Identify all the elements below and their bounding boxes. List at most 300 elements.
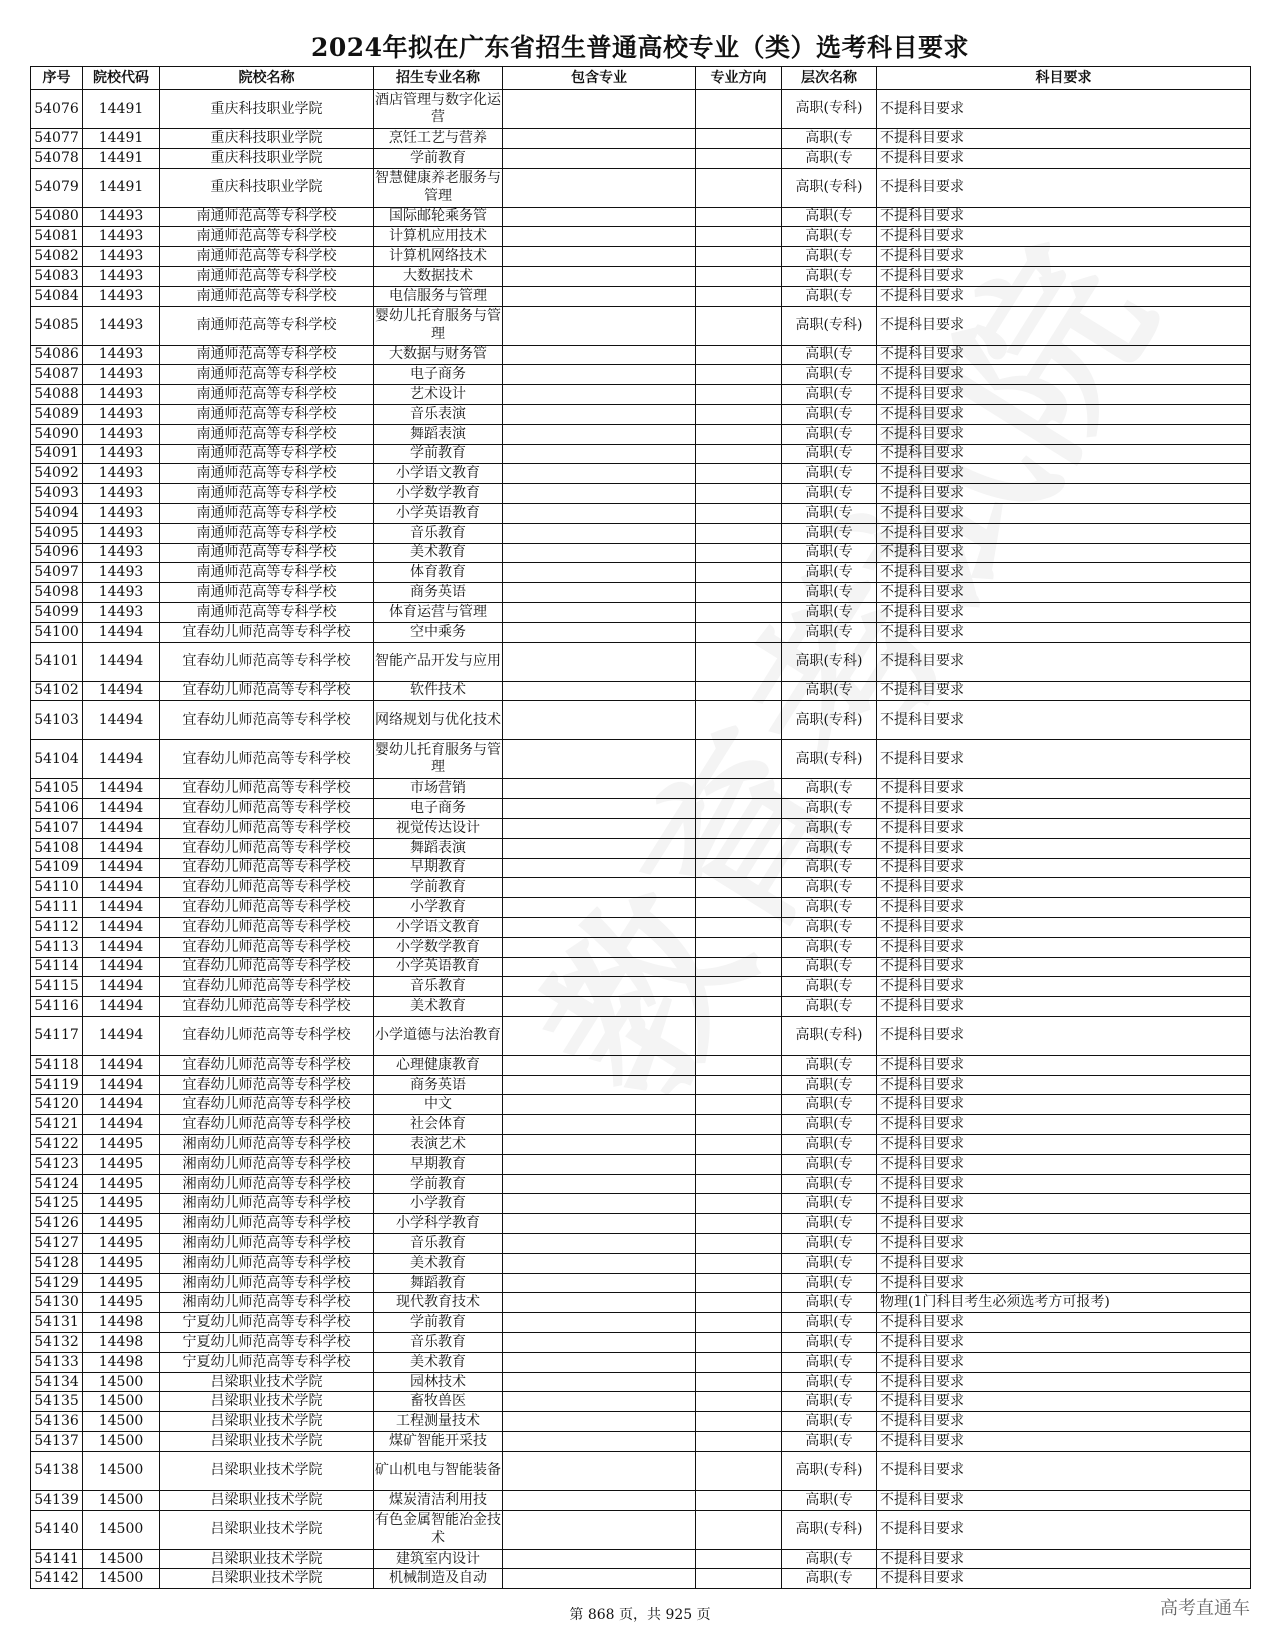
cell-included-majors xyxy=(503,997,696,1017)
cell-major-direction xyxy=(696,484,782,504)
cell-included-majors xyxy=(503,1313,696,1333)
cell-subject-requirement: 不提科目要求 xyxy=(877,1234,1251,1254)
table-row xyxy=(31,1016,1251,1055)
cell-included-majors xyxy=(503,563,696,583)
cell-major-direction xyxy=(696,345,782,365)
cell-seq: 54103 xyxy=(31,701,83,740)
cell-school-code: 14491 xyxy=(83,148,160,168)
cell-subject-requirement: 不提科目要求 xyxy=(877,543,1251,563)
cell-level: 高职(专 xyxy=(782,1432,877,1452)
cell-major-name: 音乐教育 xyxy=(374,523,503,543)
cell-seq: 54107 xyxy=(31,818,83,838)
cell-level: 高职(专 xyxy=(782,1095,877,1115)
cell-major-name: 婴幼儿托育服务与管理 xyxy=(374,740,503,779)
cell-school-code: 14493 xyxy=(83,583,160,603)
cell-school-name: 吕梁职业技术学院 xyxy=(160,1490,374,1510)
cell-subject-requirement: 不提科目要求 xyxy=(877,247,1251,267)
cell-major-direction xyxy=(696,1372,782,1392)
table-row xyxy=(31,838,1251,858)
cell-seq: 54105 xyxy=(31,779,83,799)
cell-subject-requirement: 不提科目要求 xyxy=(877,90,1251,129)
cell-included-majors xyxy=(503,543,696,563)
cell-major-direction xyxy=(696,148,782,168)
cell-major-direction xyxy=(696,1055,782,1075)
cell-major-name: 学前教育 xyxy=(374,444,503,464)
cell-seq: 54120 xyxy=(31,1095,83,1115)
cell-included-majors xyxy=(503,1095,696,1115)
table-row xyxy=(31,701,1251,740)
cell-level: 高职(专 xyxy=(782,779,877,799)
cell-school-name: 南通师范高等专科学校 xyxy=(160,266,374,286)
table-row xyxy=(31,917,1251,937)
cell-level: 高职(专 xyxy=(782,563,877,583)
cell-included-majors xyxy=(503,168,696,207)
page-title: 2024年拟在广东省招生普通高校专业（类）选考科目要求 xyxy=(310,33,970,62)
cell-major-direction xyxy=(696,1569,782,1589)
cell-level: 高职(专 xyxy=(782,1490,877,1510)
cell-school-code: 14493 xyxy=(83,444,160,464)
cell-seq: 54091 xyxy=(31,444,83,464)
cell-level: 高职(专科) xyxy=(782,642,877,681)
table-row xyxy=(31,1095,1251,1115)
cell-major-direction xyxy=(696,1115,782,1135)
cell-seq: 54130 xyxy=(31,1293,83,1313)
cell-level: 高职(专 xyxy=(782,1352,877,1372)
table-row xyxy=(31,1372,1251,1392)
cell-school-name: 南通师范高等专科学校 xyxy=(160,365,374,385)
cell-major-direction xyxy=(696,1095,782,1115)
cell-school-name: 宜春幼儿师范高等专科学校 xyxy=(160,779,374,799)
cell-included-majors xyxy=(503,1016,696,1055)
cell-level: 高职(专 xyxy=(782,1135,877,1155)
cell-school-code: 14493 xyxy=(83,306,160,345)
cell-level: 高职(专 xyxy=(782,503,877,523)
cell-included-majors xyxy=(503,1432,696,1452)
cell-level: 高职(专 xyxy=(782,1055,877,1075)
cell-included-majors xyxy=(503,1135,696,1155)
cell-subject-requirement: 不提科目要求 xyxy=(877,1352,1251,1372)
cell-seq: 54118 xyxy=(31,1055,83,1075)
cell-included-majors xyxy=(503,1490,696,1510)
table-row xyxy=(31,247,1251,267)
cell-seq: 54126 xyxy=(31,1214,83,1234)
cell-seq: 54109 xyxy=(31,858,83,878)
cell-major-direction xyxy=(696,1214,782,1234)
cell-included-majors xyxy=(503,1569,696,1589)
cell-school-code: 14493 xyxy=(83,424,160,444)
table-row xyxy=(31,129,1251,149)
cell-school-code: 14494 xyxy=(83,740,160,779)
cell-seq: 54089 xyxy=(31,404,83,424)
cell-subject-requirement: 不提科目要求 xyxy=(877,642,1251,681)
cell-subject-requirement: 不提科目要求 xyxy=(877,404,1251,424)
cell-subject-requirement: 不提科目要求 xyxy=(877,563,1251,583)
cell-subject-requirement: 不提科目要求 xyxy=(877,1055,1251,1075)
cell-major-name: 小学英语教育 xyxy=(374,957,503,977)
cell-school-name: 南通师范高等专科学校 xyxy=(160,543,374,563)
cell-school-name: 宜春幼儿师范高等专科学校 xyxy=(160,957,374,977)
cell-school-name: 宜春幼儿师范高等专科学校 xyxy=(160,977,374,997)
cell-major-direction xyxy=(696,602,782,622)
cell-school-code: 14500 xyxy=(83,1569,160,1589)
header-school-name: 院校名称 xyxy=(160,67,374,90)
table-row xyxy=(31,858,1251,878)
cell-included-majors xyxy=(503,1510,696,1549)
table-row xyxy=(31,622,1251,642)
cell-seq: 54135 xyxy=(31,1392,83,1412)
header-included-majors: 包含专业 xyxy=(503,67,696,90)
cell-level: 高职(专 xyxy=(782,1313,877,1333)
cell-level: 高职(专科) xyxy=(782,701,877,740)
cell-major-direction xyxy=(696,622,782,642)
cell-subject-requirement: 不提科目要求 xyxy=(877,1569,1251,1589)
cell-seq: 54077 xyxy=(31,129,83,149)
cell-school-name: 吕梁职业技术学院 xyxy=(160,1412,374,1432)
cell-included-majors xyxy=(503,266,696,286)
cell-major-name: 音乐教育 xyxy=(374,977,503,997)
cell-included-majors xyxy=(503,503,696,523)
cell-major-direction xyxy=(696,90,782,129)
cell-subject-requirement: 不提科目要求 xyxy=(877,799,1251,819)
table-row xyxy=(31,1214,1251,1234)
cell-major-direction xyxy=(696,266,782,286)
cell-level: 高职(专 xyxy=(782,977,877,997)
cell-major-direction xyxy=(696,207,782,227)
cell-school-name: 南通师范高等专科学校 xyxy=(160,207,374,227)
cell-seq: 54100 xyxy=(31,622,83,642)
cell-level: 高职(专 xyxy=(782,266,877,286)
cell-major-direction xyxy=(696,247,782,267)
cell-seq: 54092 xyxy=(31,464,83,484)
cell-subject-requirement: 不提科目要求 xyxy=(877,1194,1251,1214)
cell-included-majors xyxy=(503,1154,696,1174)
cell-school-code: 14493 xyxy=(83,543,160,563)
cell-subject-requirement: 不提科目要求 xyxy=(877,1432,1251,1452)
cell-seq: 54116 xyxy=(31,997,83,1017)
cell-subject-requirement: 不提科目要求 xyxy=(877,227,1251,247)
cell-seq: 54079 xyxy=(31,168,83,207)
cell-school-name: 南通师范高等专科学校 xyxy=(160,345,374,365)
cell-level: 高职(专 xyxy=(782,385,877,405)
cell-subject-requirement: 不提科目要求 xyxy=(877,1174,1251,1194)
cell-seq: 54097 xyxy=(31,563,83,583)
table-row xyxy=(31,818,1251,838)
cell-school-name: 南通师范高等专科学校 xyxy=(160,227,374,247)
cell-major-name: 现代教育技术 xyxy=(374,1293,503,1313)
cell-school-name: 宜春幼儿师范高等专科学校 xyxy=(160,681,374,701)
cell-seq: 54132 xyxy=(31,1333,83,1353)
cell-school-name: 吕梁职业技术学院 xyxy=(160,1392,374,1412)
cell-school-code: 14500 xyxy=(83,1490,160,1510)
cell-major-direction xyxy=(696,957,782,977)
cell-school-code: 14493 xyxy=(83,345,160,365)
table-row xyxy=(31,503,1251,523)
cell-subject-requirement: 不提科目要求 xyxy=(877,1214,1251,1234)
cell-major-direction xyxy=(696,1549,782,1569)
table-row xyxy=(31,1451,1251,1490)
cell-school-name: 南通师范高等专科学校 xyxy=(160,247,374,267)
cell-included-majors xyxy=(503,1214,696,1234)
cell-seq: 54086 xyxy=(31,345,83,365)
cell-major-direction xyxy=(696,563,782,583)
cell-level: 高职(专 xyxy=(782,1333,877,1353)
cell-school-name: 湘南幼儿师范高等专科学校 xyxy=(160,1253,374,1273)
cell-included-majors xyxy=(503,484,696,504)
cell-seq: 54139 xyxy=(31,1490,83,1510)
cell-subject-requirement: 不提科目要求 xyxy=(877,523,1251,543)
cell-major-name: 畜牧兽医 xyxy=(374,1392,503,1412)
cell-included-majors xyxy=(503,247,696,267)
cell-level: 高职(专 xyxy=(782,997,877,1017)
cell-seq: 54106 xyxy=(31,799,83,819)
cell-school-name: 宜春幼儿师范高等专科学校 xyxy=(160,799,374,819)
cell-level: 高职(专 xyxy=(782,543,877,563)
cell-included-majors xyxy=(503,602,696,622)
cell-major-name: 小学教育 xyxy=(374,898,503,918)
cell-level: 高职(专科) xyxy=(782,306,877,345)
cell-major-name: 小学数学教育 xyxy=(374,484,503,504)
table-row xyxy=(31,1253,1251,1273)
cell-subject-requirement: 不提科目要求 xyxy=(877,1135,1251,1155)
cell-included-majors xyxy=(503,1115,696,1135)
cell-major-direction xyxy=(696,1253,782,1273)
cell-seq: 54114 xyxy=(31,957,83,977)
cell-major-direction xyxy=(696,404,782,424)
cell-school-name: 南通师范高等专科学校 xyxy=(160,484,374,504)
cell-school-name: 宜春幼儿师范高等专科学校 xyxy=(160,1055,374,1075)
table-row xyxy=(31,385,1251,405)
cell-included-majors xyxy=(503,1412,696,1432)
cell-subject-requirement: 不提科目要求 xyxy=(877,503,1251,523)
cell-seq: 54087 xyxy=(31,365,83,385)
cell-major-name: 电信服务与管理 xyxy=(374,286,503,306)
cell-level: 高职(专 xyxy=(782,1154,877,1174)
cell-included-majors xyxy=(503,148,696,168)
cell-included-majors xyxy=(503,818,696,838)
cell-major-name: 舞蹈表演 xyxy=(374,838,503,858)
cell-school-name: 湘南幼儿师范高等专科学校 xyxy=(160,1273,374,1293)
cell-major-name: 艺术设计 xyxy=(374,385,503,405)
cell-school-name: 重庆科技职业学院 xyxy=(160,129,374,149)
cell-level: 高职(专 xyxy=(782,286,877,306)
cell-seq: 54124 xyxy=(31,1174,83,1194)
cell-subject-requirement: 不提科目要求 xyxy=(877,1549,1251,1569)
brand-watermark: 高考直通车 xyxy=(1160,1598,1250,1619)
cell-subject-requirement: 不提科目要求 xyxy=(877,207,1251,227)
cell-level: 高职(专 xyxy=(782,247,877,267)
cell-major-name: 舞蹈表演 xyxy=(374,424,503,444)
cell-major-direction xyxy=(696,1490,782,1510)
cell-level: 高职(专 xyxy=(782,1253,877,1273)
cell-level: 高职(专 xyxy=(782,799,877,819)
cell-school-name: 吕梁职业技术学院 xyxy=(160,1510,374,1549)
cell-major-name: 学前教育 xyxy=(374,148,503,168)
cell-school-code: 14493 xyxy=(83,404,160,424)
cell-major-name: 音乐教育 xyxy=(374,1333,503,1353)
cell-seq: 54137 xyxy=(31,1432,83,1452)
cell-major-direction xyxy=(696,1352,782,1372)
cell-included-majors xyxy=(503,583,696,603)
cell-included-majors xyxy=(503,1174,696,1194)
cell-subject-requirement: 不提科目要求 xyxy=(877,1333,1251,1353)
cell-seq: 54117 xyxy=(31,1016,83,1055)
header-major-name: 招生专业名称 xyxy=(374,67,503,90)
table-row xyxy=(31,1490,1251,1510)
cell-level: 高职(专 xyxy=(782,1234,877,1254)
cell-seq: 54121 xyxy=(31,1115,83,1135)
cell-level: 高职(专 xyxy=(782,424,877,444)
cell-school-name: 宁夏幼儿师范高等专科学校 xyxy=(160,1333,374,1353)
cell-subject-requirement: 不提科目要求 xyxy=(877,1313,1251,1333)
cell-major-direction xyxy=(696,681,782,701)
cell-major-direction xyxy=(696,818,782,838)
cell-major-name: 小学道德与法治教育 xyxy=(374,1016,503,1055)
cell-school-name: 湘南幼儿师范高等专科学校 xyxy=(160,1154,374,1174)
cell-seq: 54078 xyxy=(31,148,83,168)
cell-major-name: 学前教育 xyxy=(374,878,503,898)
cell-major-name: 煤炭清洁利用技 xyxy=(374,1490,503,1510)
cell-major-direction xyxy=(696,168,782,207)
cell-included-majors xyxy=(503,1055,696,1075)
cell-seq: 54099 xyxy=(31,602,83,622)
cell-school-name: 湘南幼儿师范高等专科学校 xyxy=(160,1293,374,1313)
cell-school-name: 南通师范高等专科学校 xyxy=(160,503,374,523)
cell-school-code: 14493 xyxy=(83,227,160,247)
cell-school-name: 宜春幼儿师范高等专科学校 xyxy=(160,1115,374,1135)
cell-school-code: 14494 xyxy=(83,1115,160,1135)
cell-major-direction xyxy=(696,1234,782,1254)
cell-level: 高职(专 xyxy=(782,345,877,365)
cell-school-name: 湘南幼儿师范高等专科学校 xyxy=(160,1135,374,1155)
table-row xyxy=(31,424,1251,444)
cell-school-code: 14500 xyxy=(83,1451,160,1490)
cell-subject-requirement: 不提科目要求 xyxy=(877,1115,1251,1135)
cell-major-name: 舞蹈教育 xyxy=(374,1273,503,1293)
cell-subject-requirement: 不提科目要求 xyxy=(877,977,1251,997)
cell-included-majors xyxy=(503,1392,696,1412)
cell-major-direction xyxy=(696,503,782,523)
table-row xyxy=(31,286,1251,306)
cell-included-majors xyxy=(503,385,696,405)
cell-major-name: 有色金属智能冶金技术 xyxy=(374,1510,503,1549)
cell-major-direction xyxy=(696,898,782,918)
cell-major-direction xyxy=(696,1333,782,1353)
table-row xyxy=(31,365,1251,385)
page-footer: 第 868 页，共 925 页 xyxy=(569,1607,711,1623)
cell-level: 高职(专 xyxy=(782,917,877,937)
cell-seq: 54131 xyxy=(31,1313,83,1333)
cell-subject-requirement: 不提科目要求 xyxy=(877,286,1251,306)
cell-subject-requirement: 不提科目要求 xyxy=(877,1490,1251,1510)
cell-major-name: 计算机应用技术 xyxy=(374,227,503,247)
cell-school-code: 14494 xyxy=(83,1055,160,1075)
cell-major-name: 美术教育 xyxy=(374,543,503,563)
cell-subject-requirement: 不提科目要求 xyxy=(877,858,1251,878)
cell-included-majors xyxy=(503,681,696,701)
cell-level: 高职(专科) xyxy=(782,1451,877,1490)
cell-school-code: 14494 xyxy=(83,957,160,977)
cell-seq: 54123 xyxy=(31,1154,83,1174)
cell-major-name: 网络规划与优化技术 xyxy=(374,701,503,740)
cell-school-name: 宜春幼儿师范高等专科学校 xyxy=(160,878,374,898)
cell-level: 高职(专 xyxy=(782,681,877,701)
cell-level: 高职(专科) xyxy=(782,740,877,779)
cell-included-majors xyxy=(503,306,696,345)
cell-included-majors xyxy=(503,977,696,997)
cell-school-code: 14491 xyxy=(83,129,160,149)
cell-school-code: 14494 xyxy=(83,997,160,1017)
table-row xyxy=(31,957,1251,977)
cell-school-code: 14498 xyxy=(83,1333,160,1353)
cell-included-majors xyxy=(503,227,696,247)
cell-subject-requirement: 不提科目要求 xyxy=(877,1095,1251,1115)
cell-school-code: 14493 xyxy=(83,365,160,385)
cell-major-direction xyxy=(696,1451,782,1490)
cell-level: 高职(专 xyxy=(782,1273,877,1293)
cell-school-name: 南通师范高等专科学校 xyxy=(160,306,374,345)
cell-seq: 54142 xyxy=(31,1569,83,1589)
cell-school-name: 宜春幼儿师范高等专科学校 xyxy=(160,642,374,681)
cell-school-code: 14494 xyxy=(83,1016,160,1055)
cell-school-name: 湘南幼儿师范高等专科学校 xyxy=(160,1174,374,1194)
cell-school-code: 14495 xyxy=(83,1194,160,1214)
table-row xyxy=(31,1234,1251,1254)
cell-level: 高职(专 xyxy=(782,227,877,247)
cell-school-code: 14493 xyxy=(83,266,160,286)
cell-included-majors xyxy=(503,858,696,878)
table-row xyxy=(31,404,1251,424)
cell-included-majors xyxy=(503,345,696,365)
cell-major-direction xyxy=(696,227,782,247)
cell-subject-requirement: 不提科目要求 xyxy=(877,622,1251,642)
cell-included-majors xyxy=(503,1194,696,1214)
cell-seq: 54112 xyxy=(31,917,83,937)
cell-included-majors xyxy=(503,1352,696,1372)
header-seq: 序号 xyxy=(31,67,83,90)
cell-major-direction xyxy=(696,977,782,997)
cell-subject-requirement: 不提科目要求 xyxy=(877,1016,1251,1055)
cell-subject-requirement: 不提科目要求 xyxy=(877,838,1251,858)
cell-school-name: 湘南幼儿师范高等专科学校 xyxy=(160,1214,374,1234)
cell-subject-requirement: 不提科目要求 xyxy=(877,997,1251,1017)
cell-school-name: 宜春幼儿师范高等专科学校 xyxy=(160,997,374,1017)
cell-school-name: 吕梁职业技术学院 xyxy=(160,1549,374,1569)
cell-subject-requirement: 不提科目要求 xyxy=(877,365,1251,385)
cell-major-direction xyxy=(696,286,782,306)
cell-subject-requirement: 不提科目要求 xyxy=(877,583,1251,603)
cell-major-direction xyxy=(696,1174,782,1194)
cell-included-majors xyxy=(503,1451,696,1490)
cell-included-majors xyxy=(503,957,696,977)
cell-seq: 54122 xyxy=(31,1135,83,1155)
cell-major-name: 小学语文教育 xyxy=(374,464,503,484)
cell-subject-requirement: 不提科目要求 xyxy=(877,602,1251,622)
table-row xyxy=(31,937,1251,957)
cell-level: 高职(专 xyxy=(782,1293,877,1313)
cell-major-name: 酒店管理与数字化运营 xyxy=(374,90,503,129)
cell-school-name: 重庆科技职业学院 xyxy=(160,90,374,129)
cell-major-name: 小学科学教育 xyxy=(374,1214,503,1234)
cell-included-majors xyxy=(503,207,696,227)
table-row xyxy=(31,484,1251,504)
cell-school-code: 14494 xyxy=(83,898,160,918)
cell-seq: 54141 xyxy=(31,1549,83,1569)
cell-level: 高职(专 xyxy=(782,444,877,464)
cell-school-name: 湘南幼儿师范高等专科学校 xyxy=(160,1234,374,1254)
cell-school-name: 宜春幼儿师范高等专科学校 xyxy=(160,898,374,918)
cell-school-code: 14494 xyxy=(83,917,160,937)
cell-included-majors xyxy=(503,404,696,424)
